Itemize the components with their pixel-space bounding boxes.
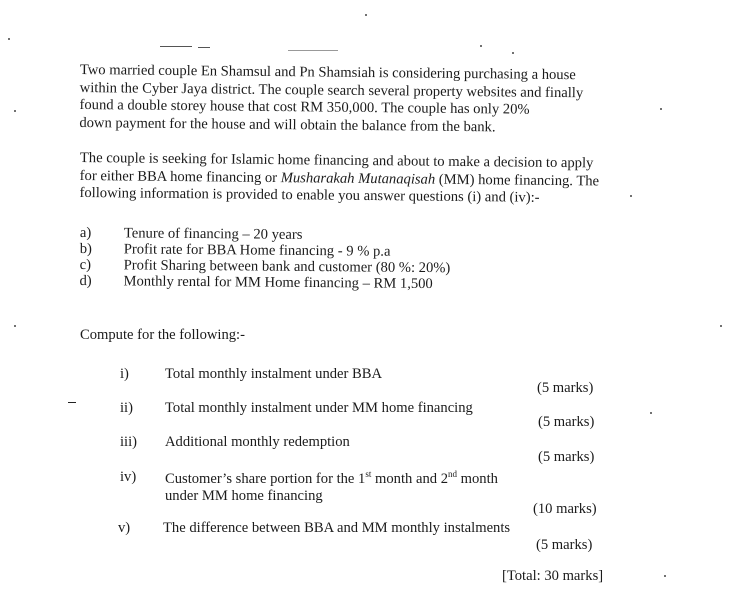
scan-artifact-line bbox=[68, 402, 76, 403]
scan-speck bbox=[630, 195, 632, 197]
question-number: iv) bbox=[120, 469, 137, 485]
scan-speck bbox=[664, 575, 666, 577]
scan-speck bbox=[512, 52, 514, 54]
scenario-line: within the Cyber Jaya district. The couple search several property websites and finally bbox=[79, 79, 584, 101]
question-number: i) bbox=[120, 366, 129, 382]
scan-speck bbox=[14, 325, 16, 327]
financing-paragraph bbox=[79, 150, 620, 208]
scan-speck bbox=[650, 412, 652, 414]
question-marks: (5 marks) bbox=[536, 537, 593, 553]
question-item bbox=[120, 434, 540, 452]
info-label: c) bbox=[79, 256, 92, 274]
question-text: Additional monthly redemption bbox=[165, 434, 350, 450]
financing-line: The couple is seeking for Islamic home financing and about to make a decision to apply bbox=[79, 150, 594, 172]
info-text: Tenure of financing – 20 years bbox=[123, 225, 303, 243]
scan-speck bbox=[365, 14, 367, 16]
question-text-part: month and 2 bbox=[371, 470, 448, 487]
info-label: d) bbox=[79, 272, 92, 290]
scenario-line: down payment for the house and will obtain the balance from the bank. bbox=[79, 114, 496, 135]
scenario-line: Two married couple En Shamsul and Pn Shamsiah is considering purchasing a house bbox=[79, 62, 576, 84]
financing-line-pre: for either BBA home financing or bbox=[79, 167, 281, 186]
scan-speck bbox=[480, 45, 482, 47]
info-item bbox=[79, 273, 450, 292]
question-item bbox=[120, 366, 540, 384]
question-item bbox=[120, 469, 540, 507]
compute-heading: Compute for the following:- bbox=[80, 327, 245, 343]
financing-line: following information is provided to enable you answer questions (i) and (iv):- bbox=[79, 184, 540, 206]
info-text: Profit Sharing between bank and customer (80 %: 20%) bbox=[123, 257, 451, 277]
info-label: a) bbox=[79, 225, 92, 242]
scenario-paragraph bbox=[79, 62, 620, 138]
question-text-part: Customer’s share portion for the 1 bbox=[165, 470, 366, 487]
info-text: Monthly rental for MM Home financing – RM 1,500 bbox=[123, 273, 433, 293]
question-text: Total monthly instalment under BBA bbox=[165, 366, 383, 382]
scan-artifact-line bbox=[288, 50, 338, 51]
question-text-line2: under MM home financing bbox=[165, 488, 323, 504]
total-marks: [Total: 30 marks] bbox=[502, 568, 604, 584]
question-number: v) bbox=[118, 520, 131, 536]
info-label: b) bbox=[79, 240, 93, 258]
info-text: Profit rate for BBA Home financing - 9 % p.a bbox=[123, 241, 391, 260]
financing-line-post: (MM) home financing. The bbox=[435, 171, 600, 189]
question-marks: (5 marks) bbox=[537, 380, 594, 396]
superscript-st: st bbox=[365, 469, 372, 479]
scan-speck bbox=[14, 110, 16, 112]
question-marks: (10 marks) bbox=[533, 501, 597, 517]
musharakah-term: Musharakah Mutanaqisah bbox=[280, 169, 436, 188]
scan-artifact-line bbox=[160, 46, 192, 47]
question-item bbox=[120, 400, 540, 418]
question-number: ii) bbox=[120, 400, 133, 416]
question-text-part: month bbox=[457, 470, 498, 487]
question-number: iii) bbox=[120, 434, 138, 450]
scan-speck bbox=[720, 325, 722, 327]
question-item bbox=[118, 520, 538, 538]
question-marks: (5 marks) bbox=[538, 414, 595, 430]
question-text: The difference between BBA and MM monthly instalments bbox=[163, 520, 511, 536]
given-information-list bbox=[79, 225, 450, 292]
superscript-nd: nd bbox=[448, 469, 457, 479]
scan-artifact-line bbox=[198, 47, 210, 48]
question-text: Total monthly instalment under MM home financing bbox=[165, 400, 473, 416]
question-text bbox=[165, 469, 498, 488]
scan-speck bbox=[660, 108, 662, 110]
scan-speck bbox=[8, 38, 10, 40]
scenario-line: found a double storey house that cost RM 350,000. The couple has only 20% bbox=[79, 96, 530, 118]
question-marks: (5 marks) bbox=[538, 449, 595, 465]
